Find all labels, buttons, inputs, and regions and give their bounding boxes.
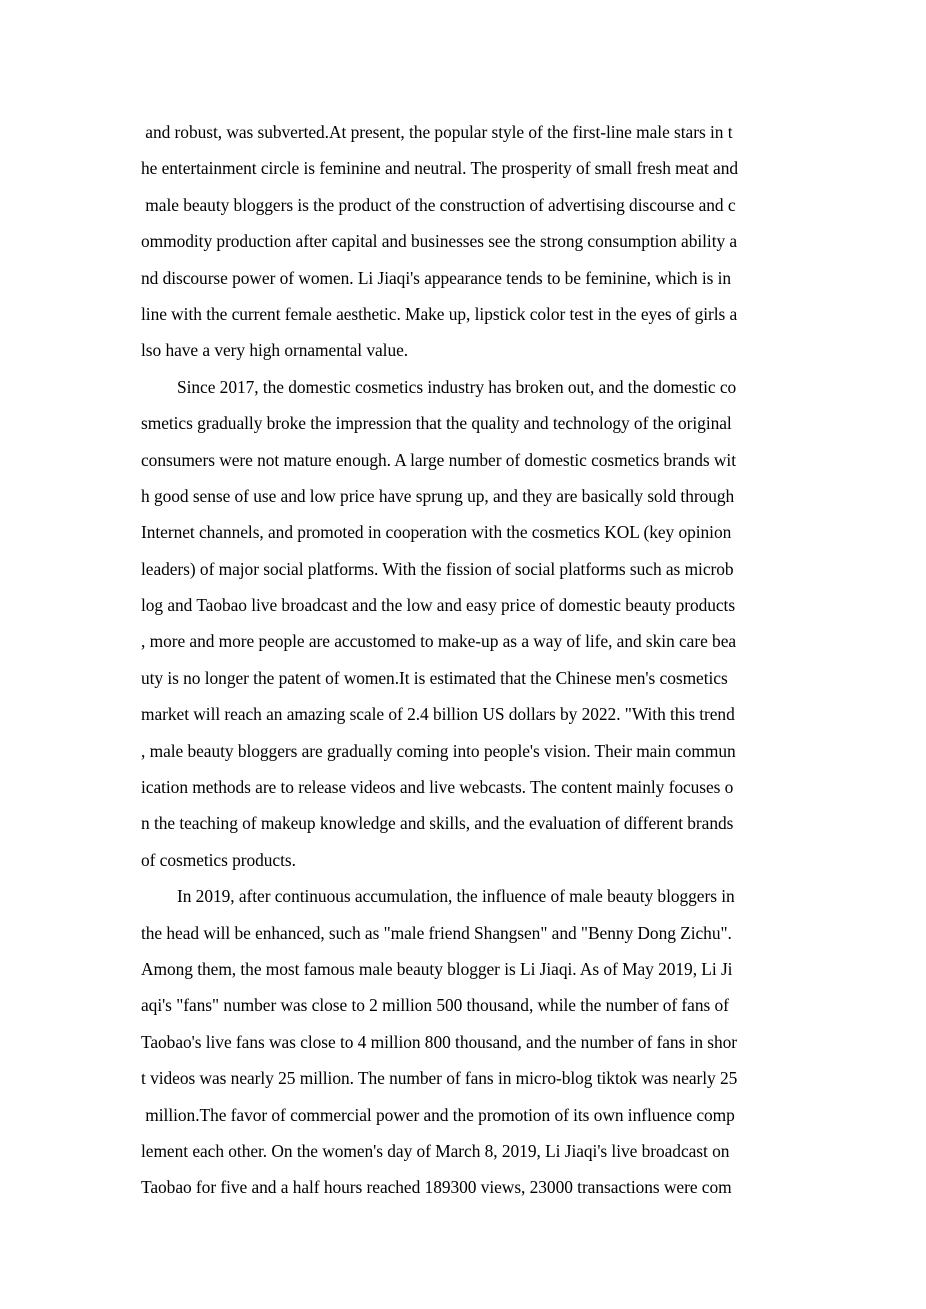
text-line: the head will be enhanced, such as "male friend Shangsen" and "Benny Dong Zichu".	[141, 922, 732, 943]
text-line: log and Taobao live broadcast and the low and easy price of domestic beauty products	[141, 595, 736, 616]
text-line: , more and more people are accustomed to make-up as a way of life, and skin care bea	[141, 631, 737, 652]
text-line-indented: Since 2017, the domestic cosmetics industry has broken out, and the domestic co	[177, 376, 737, 397]
text-line: uty is no longer the patent of women.It is estimated that the Chinese men's cosmetics	[141, 667, 728, 688]
text-line: Among them, the most famous male beauty blogger is Li Jiaqi. As of May 2019, Li Ji	[141, 958, 733, 979]
document-body	[141, 118, 801, 1210]
text-line: ication methods are to release videos and live webcasts. The content mainly focuses o	[141, 777, 734, 798]
text-line: , male beauty bloggers are gradually coming into people's vision. Their main commun	[141, 740, 736, 761]
text-line: smetics gradually broke the impression that the quality and technology of the original	[141, 413, 732, 434]
text-line: h good sense of use and low price have sprung up, and they are basically sold through	[141, 485, 735, 506]
text-line: male beauty bloggers is the product of the construction of advertising discourse and c	[141, 194, 736, 215]
text-line: ommodity production after capital and businesses see the strong consumption ability a	[141, 231, 738, 252]
text-line: line with the current female aesthetic. Make up, lipstick color test in the eyes of girls a	[141, 303, 738, 324]
text-line: leaders) of major social platforms. With the fission of social platforms such as microb	[141, 558, 734, 579]
text-line-indented: In 2019, after continuous accumulation, the influence of male beauty bloggers in	[177, 886, 735, 907]
text-line: t videos was nearly 25 million. The number of fans in micro-blog tiktok was nearly 25	[141, 1068, 738, 1089]
text-line: Taobao's live fans was close to 4 million 800 thousand, and the number of fans in shor	[141, 1031, 738, 1052]
text-line: market will reach an amazing scale of 2.4 billion US dollars by 2022. "With this trend	[141, 704, 735, 725]
text-line: consumers were not mature enough. A large number of domestic cosmetics brands wit	[141, 449, 736, 470]
text-line: aqi's "fans" number was close to 2 million 500 thousand, while the number of fans of	[141, 995, 729, 1016]
paragraph-3	[141, 882, 801, 1210]
text-line: n the teaching of makeup knowledge and skills, and the evaluation of different brands	[141, 813, 734, 834]
text-line: nd discourse power of women. Li Jiaqi's appearance tends to be feminine, which is in	[141, 267, 732, 288]
text-line: lso have a very high ornamental value.	[141, 340, 409, 361]
text-line: Internet channels, and promoted in cooperation with the cosmetics KOL (key opinion	[141, 522, 732, 543]
text-line: Taobao for five and a half hours reached 189300 views, 23000 transactions were com	[141, 1177, 732, 1198]
text-line: and robust, was subverted.At present, the popular style of the first-line male stars in t	[141, 122, 733, 142]
paragraph-2	[141, 373, 801, 882]
text-line: lement each other. On the women's day of March 8, 2019, Li Jiaqi's live broadcast on	[141, 1140, 730, 1161]
paragraph-1	[141, 118, 801, 373]
text-line: of cosmetics products.	[141, 849, 296, 870]
text-line: he entertainment circle is feminine and neutral. The prosperity of small fresh meat and	[141, 158, 739, 179]
text-line: million.The favor of commercial power and the promotion of its own influence comp	[141, 1104, 735, 1125]
